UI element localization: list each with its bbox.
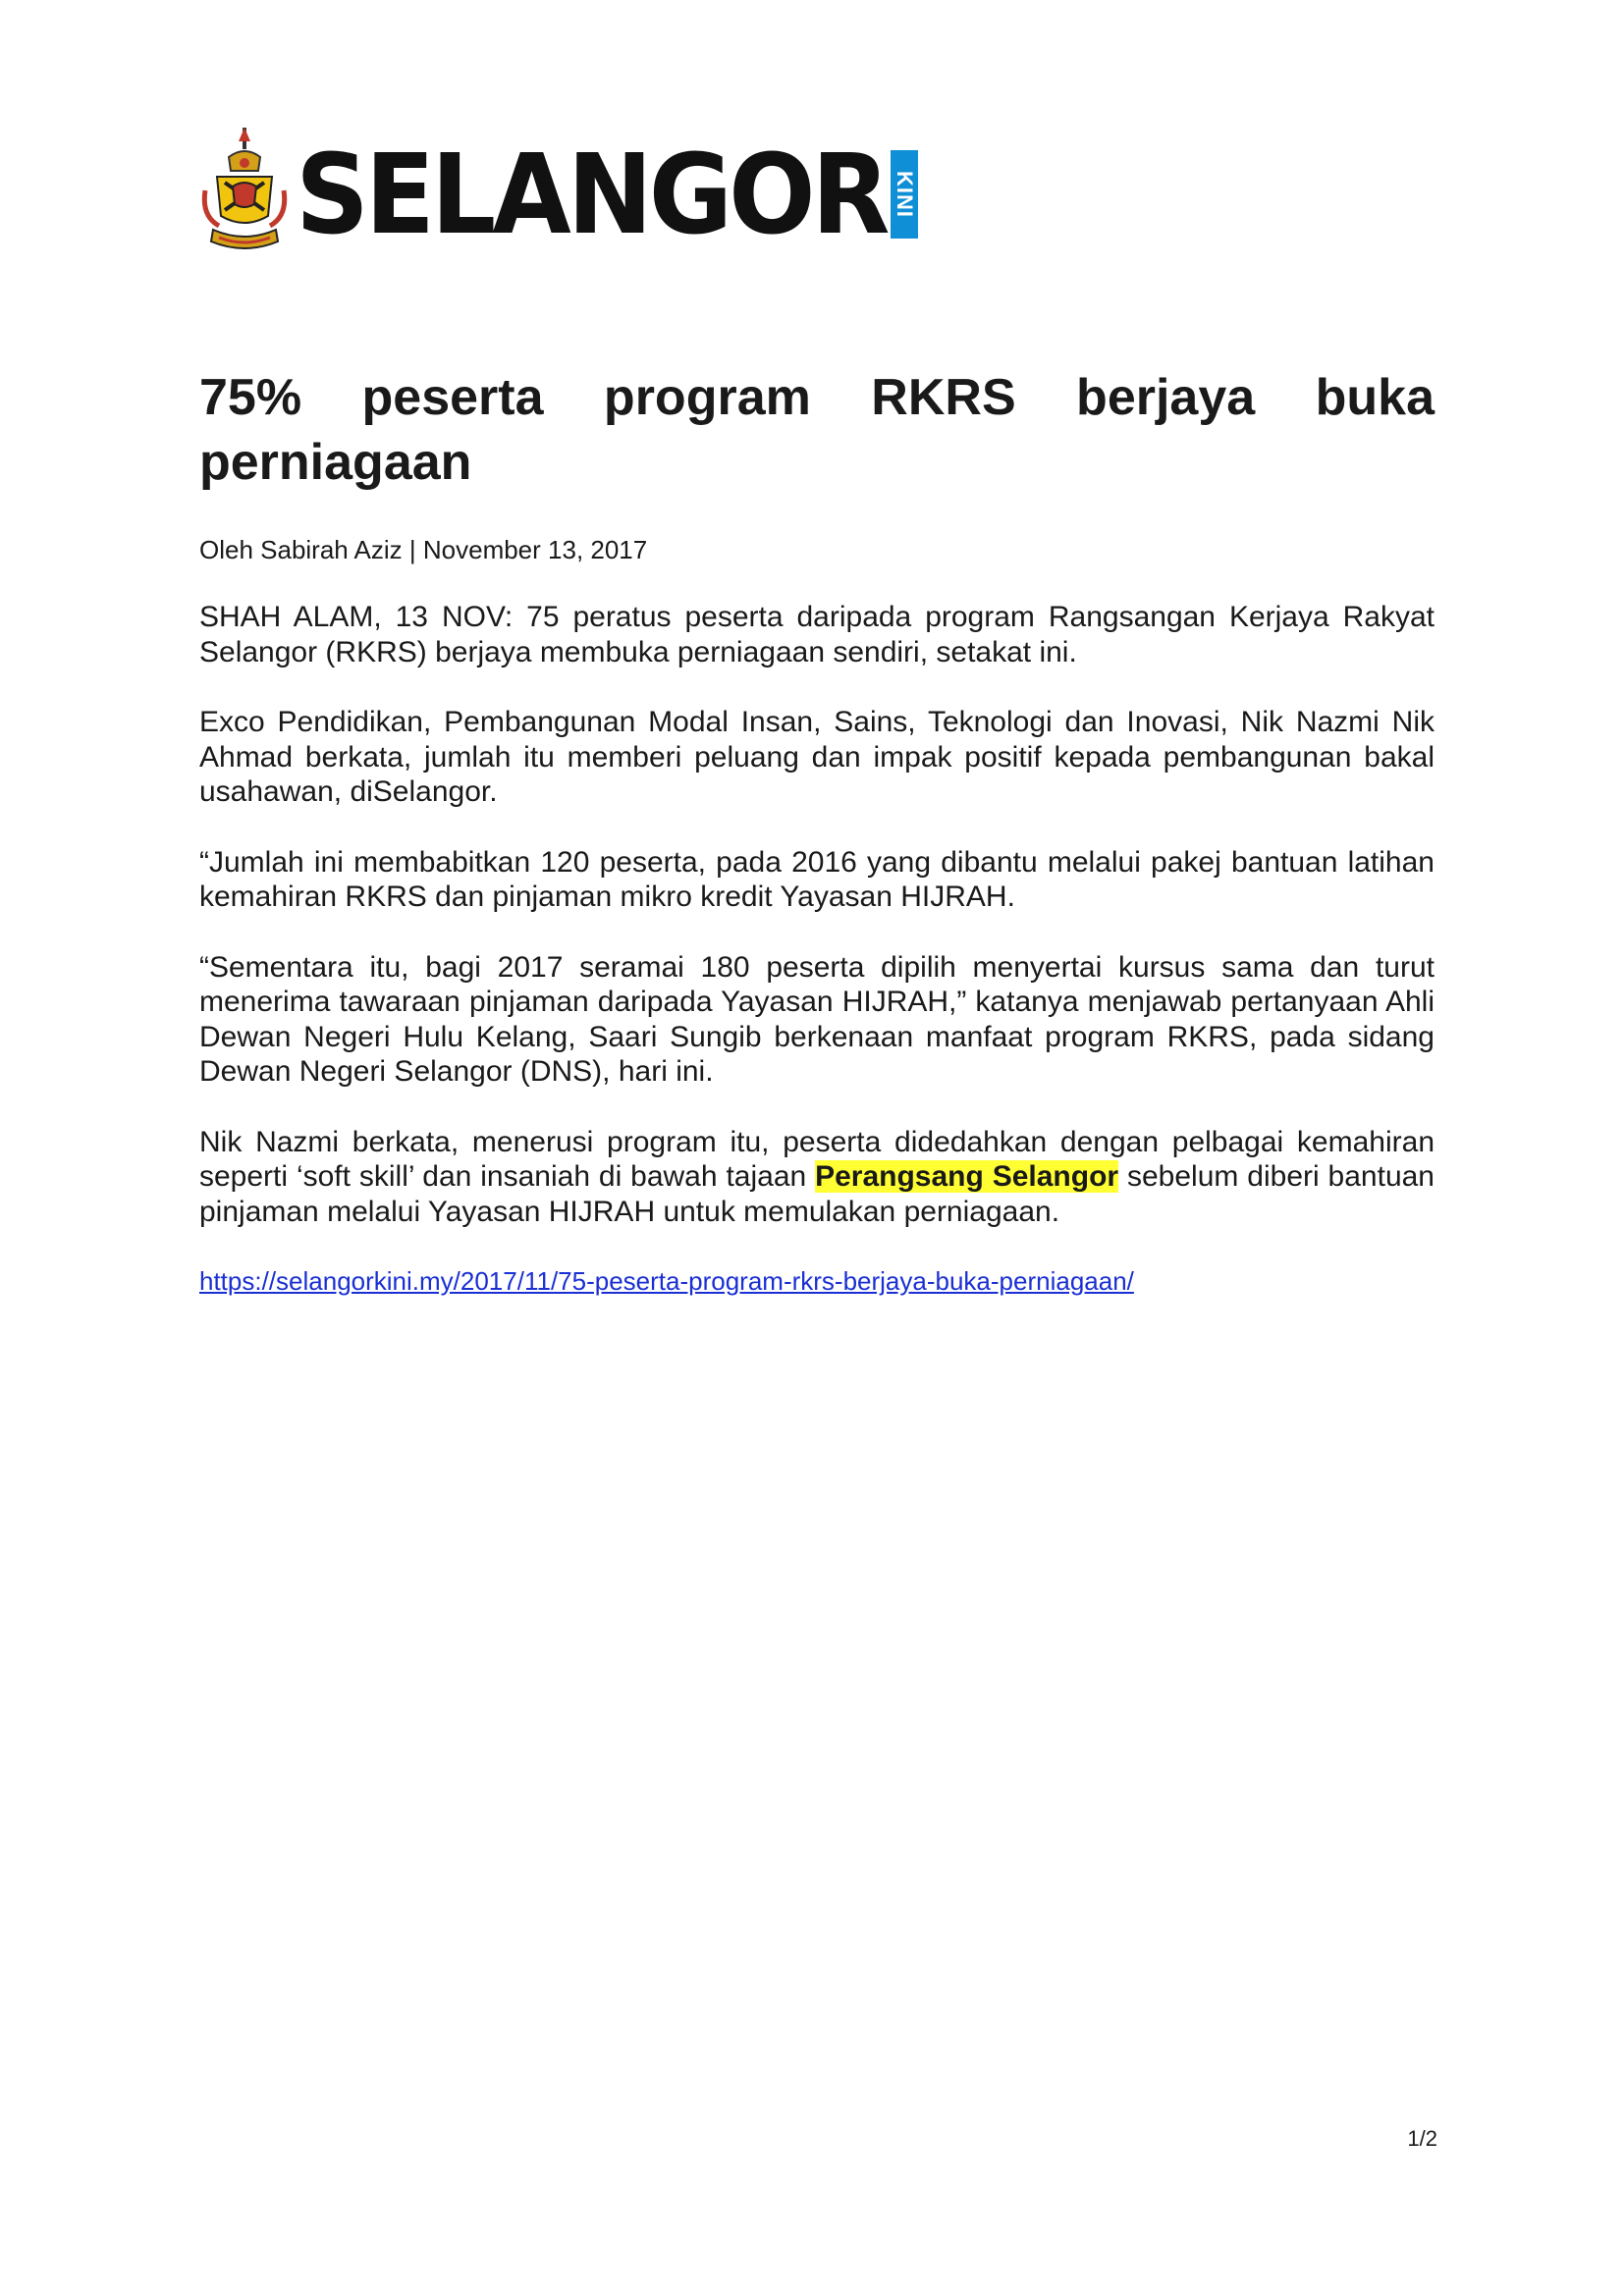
article-paragraph-3: “Jumlah ini membabitkan 120 peserta, pada 2016 yang dibantu melalui pakej bantuan latihan kemahiran RKRS dan pinjaman mikro kredit Yayasan HIJRAH. xyxy=(199,845,1435,913)
article-paragraph-2: Exco Pendidikan, Pembangunan Modal Insan, Sains, Teknologi dan Inovasi, Nik Nazmi Nik Ahmad berkata, jumlah itu memberi peluang dan impak positif kepada pembangunan bakal usahawan, diSelangor. xyxy=(199,706,1435,808)
page-number: 1/2 xyxy=(1407,2126,1437,2151)
article-paragraph-1: SHAH ALAM, 13 NOV: 75 peratus peserta daripada program Rangsangan Kerjaya Rakyat Selangor (RKRS) berjaya membuka perniagaan sendiri, setakat ini. xyxy=(199,601,1435,668)
selangor-crest-icon xyxy=(199,128,290,261)
logo-kini-text: KINI xyxy=(892,171,917,218)
article xyxy=(199,365,1435,1298)
logo-kini-tag xyxy=(891,150,918,239)
selangorkini-logo xyxy=(199,126,918,263)
article-headline: 75% peserta program RKRS berjaya buka perniagaan xyxy=(199,369,1435,491)
article-paragraph-4: “Sementara itu, bagi 2017 seramai 180 peserta dipilih menyertai kursus sama dan turut menerima tawaraan pinjaman daripada Yayasan HIJRAH,” katanya menjawab pertanyaan Ahli Dewan Negeri Hulu Kelang, Saari Sungib berkenaan manfaat program RKRS, pada sidang Dewan Negeri Selangor (DNS), hari ini. xyxy=(199,950,1435,1088)
highlighted-company-name: Perangsang Selangor xyxy=(815,1160,1119,1193)
article-byline: Oleh Sabirah Aziz | November 13, 2017 xyxy=(199,535,648,564)
paragraph-5-text-after: sebelum diberi bantuan pinjaman melalui Yayasan HIJRAH untuk memulakan perniagaan. xyxy=(199,1160,1435,1228)
paragraph-5-text-before: Nik Nazmi berkata, menerusi program itu, peserta didedahkan dengan pelbagai kemahiran seperti ‘soft skill’ dan insaniah di bawah tajaan xyxy=(199,1125,1435,1193)
source-link[interactable]: https://selangorkini.my/2017/11/75-peserta-program-rkrs-berjaya-buka-perniagaan/ xyxy=(199,1266,1134,1296)
article-paragraph-5 xyxy=(199,1125,1435,1230)
logo-wordmark: SELANGOR xyxy=(296,130,887,259)
